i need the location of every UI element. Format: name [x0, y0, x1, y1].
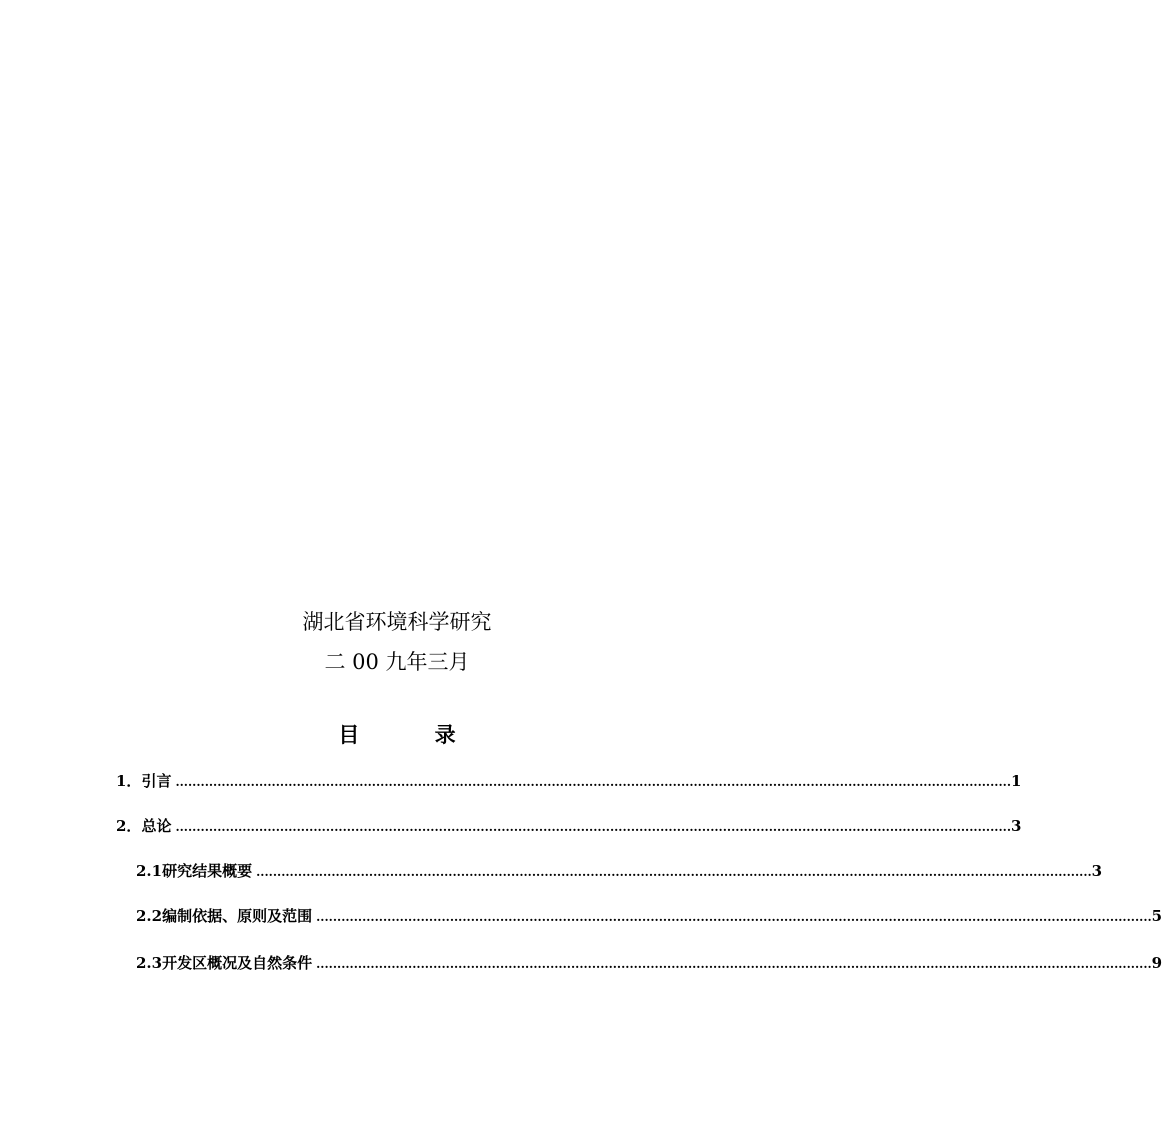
toc-entry[interactable]: [136, 861, 1103, 882]
toc-entry-number: 2.2: [136, 907, 163, 925]
organization-name: 湖北省环境科学研究: [302, 610, 492, 634]
toc-entry[interactable]: [116, 816, 1022, 837]
toc-dot-leader: ........................................................................................................................................................................................................: [175, 820, 1011, 834]
toc-entry-page: 3: [1011, 817, 1022, 835]
document-date: 二 00 九年三月: [324, 650, 470, 674]
toc-entry-number: 1．: [116, 772, 142, 790]
toc-entry-number: 2.3: [136, 954, 163, 972]
toc-entry-text: 编制依据、原则及范围: [162, 907, 313, 925]
toc-entry-page: 1: [1011, 772, 1022, 790]
toc-entry-number: 2．: [116, 817, 142, 835]
toc-entry-text: 总论: [141, 817, 172, 835]
toc-dot-leader: ........................................................................................................................................................................................................: [316, 910, 1152, 924]
toc-entry-text: 引言: [141, 772, 172, 790]
toc-title: 目 录: [338, 722, 490, 747]
toc-entry[interactable]: [136, 906, 1162, 927]
toc-entry-page: 3: [1091, 862, 1103, 880]
toc-entry-text: 开发区概况及自然条件: [162, 954, 313, 972]
toc-entry[interactable]: [136, 953, 1162, 974]
toc-dot-leader: ........................................................................................................................................................................................................: [316, 957, 1152, 971]
toc-entry-page: 9: [1151, 954, 1162, 972]
toc-dot-leader: ........................................................................................................................................................................................................: [256, 865, 1092, 879]
toc-dot-leader: ........................................................................................................................................................................................................: [175, 775, 1011, 789]
toc-entry-page: 5: [1151, 907, 1162, 925]
toc-entry-text: 研究结果概要: [162, 862, 253, 880]
toc-entry-number: 2.1: [136, 862, 163, 880]
toc-entry[interactable]: [116, 771, 1022, 792]
